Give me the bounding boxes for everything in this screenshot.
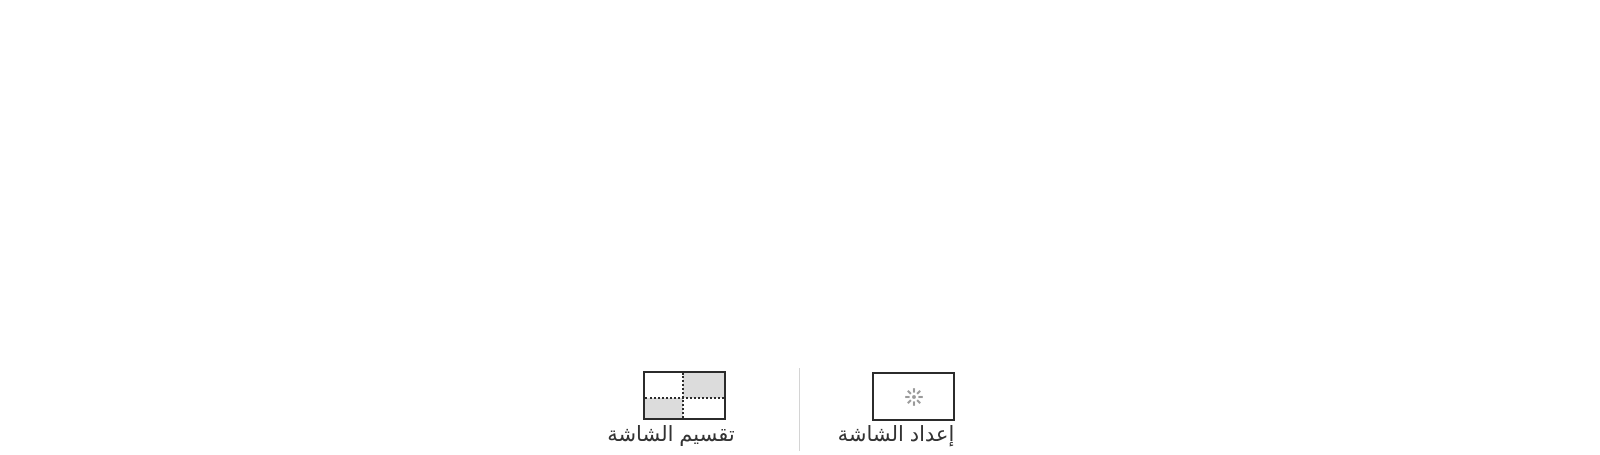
multi-view-label: تقسيم الشاشة [607, 423, 735, 446]
loading-spinner-icon [904, 387, 924, 407]
multi-view-button[interactable] [596, 363, 746, 455]
vertical-divider [799, 368, 800, 451]
split-quadrant-top-right [683, 373, 724, 398]
split-screen-icon [643, 371, 726, 420]
screen-setup-label: إعداد الشاشة [837, 423, 955, 446]
split-quadrant-bottom-left [645, 398, 683, 418]
split-dotted-vertical-line [682, 373, 684, 418]
screen-frame-icon [872, 372, 955, 421]
screen-setup-button[interactable] [821, 363, 971, 455]
split-dotted-horizontal-line [645, 397, 724, 399]
